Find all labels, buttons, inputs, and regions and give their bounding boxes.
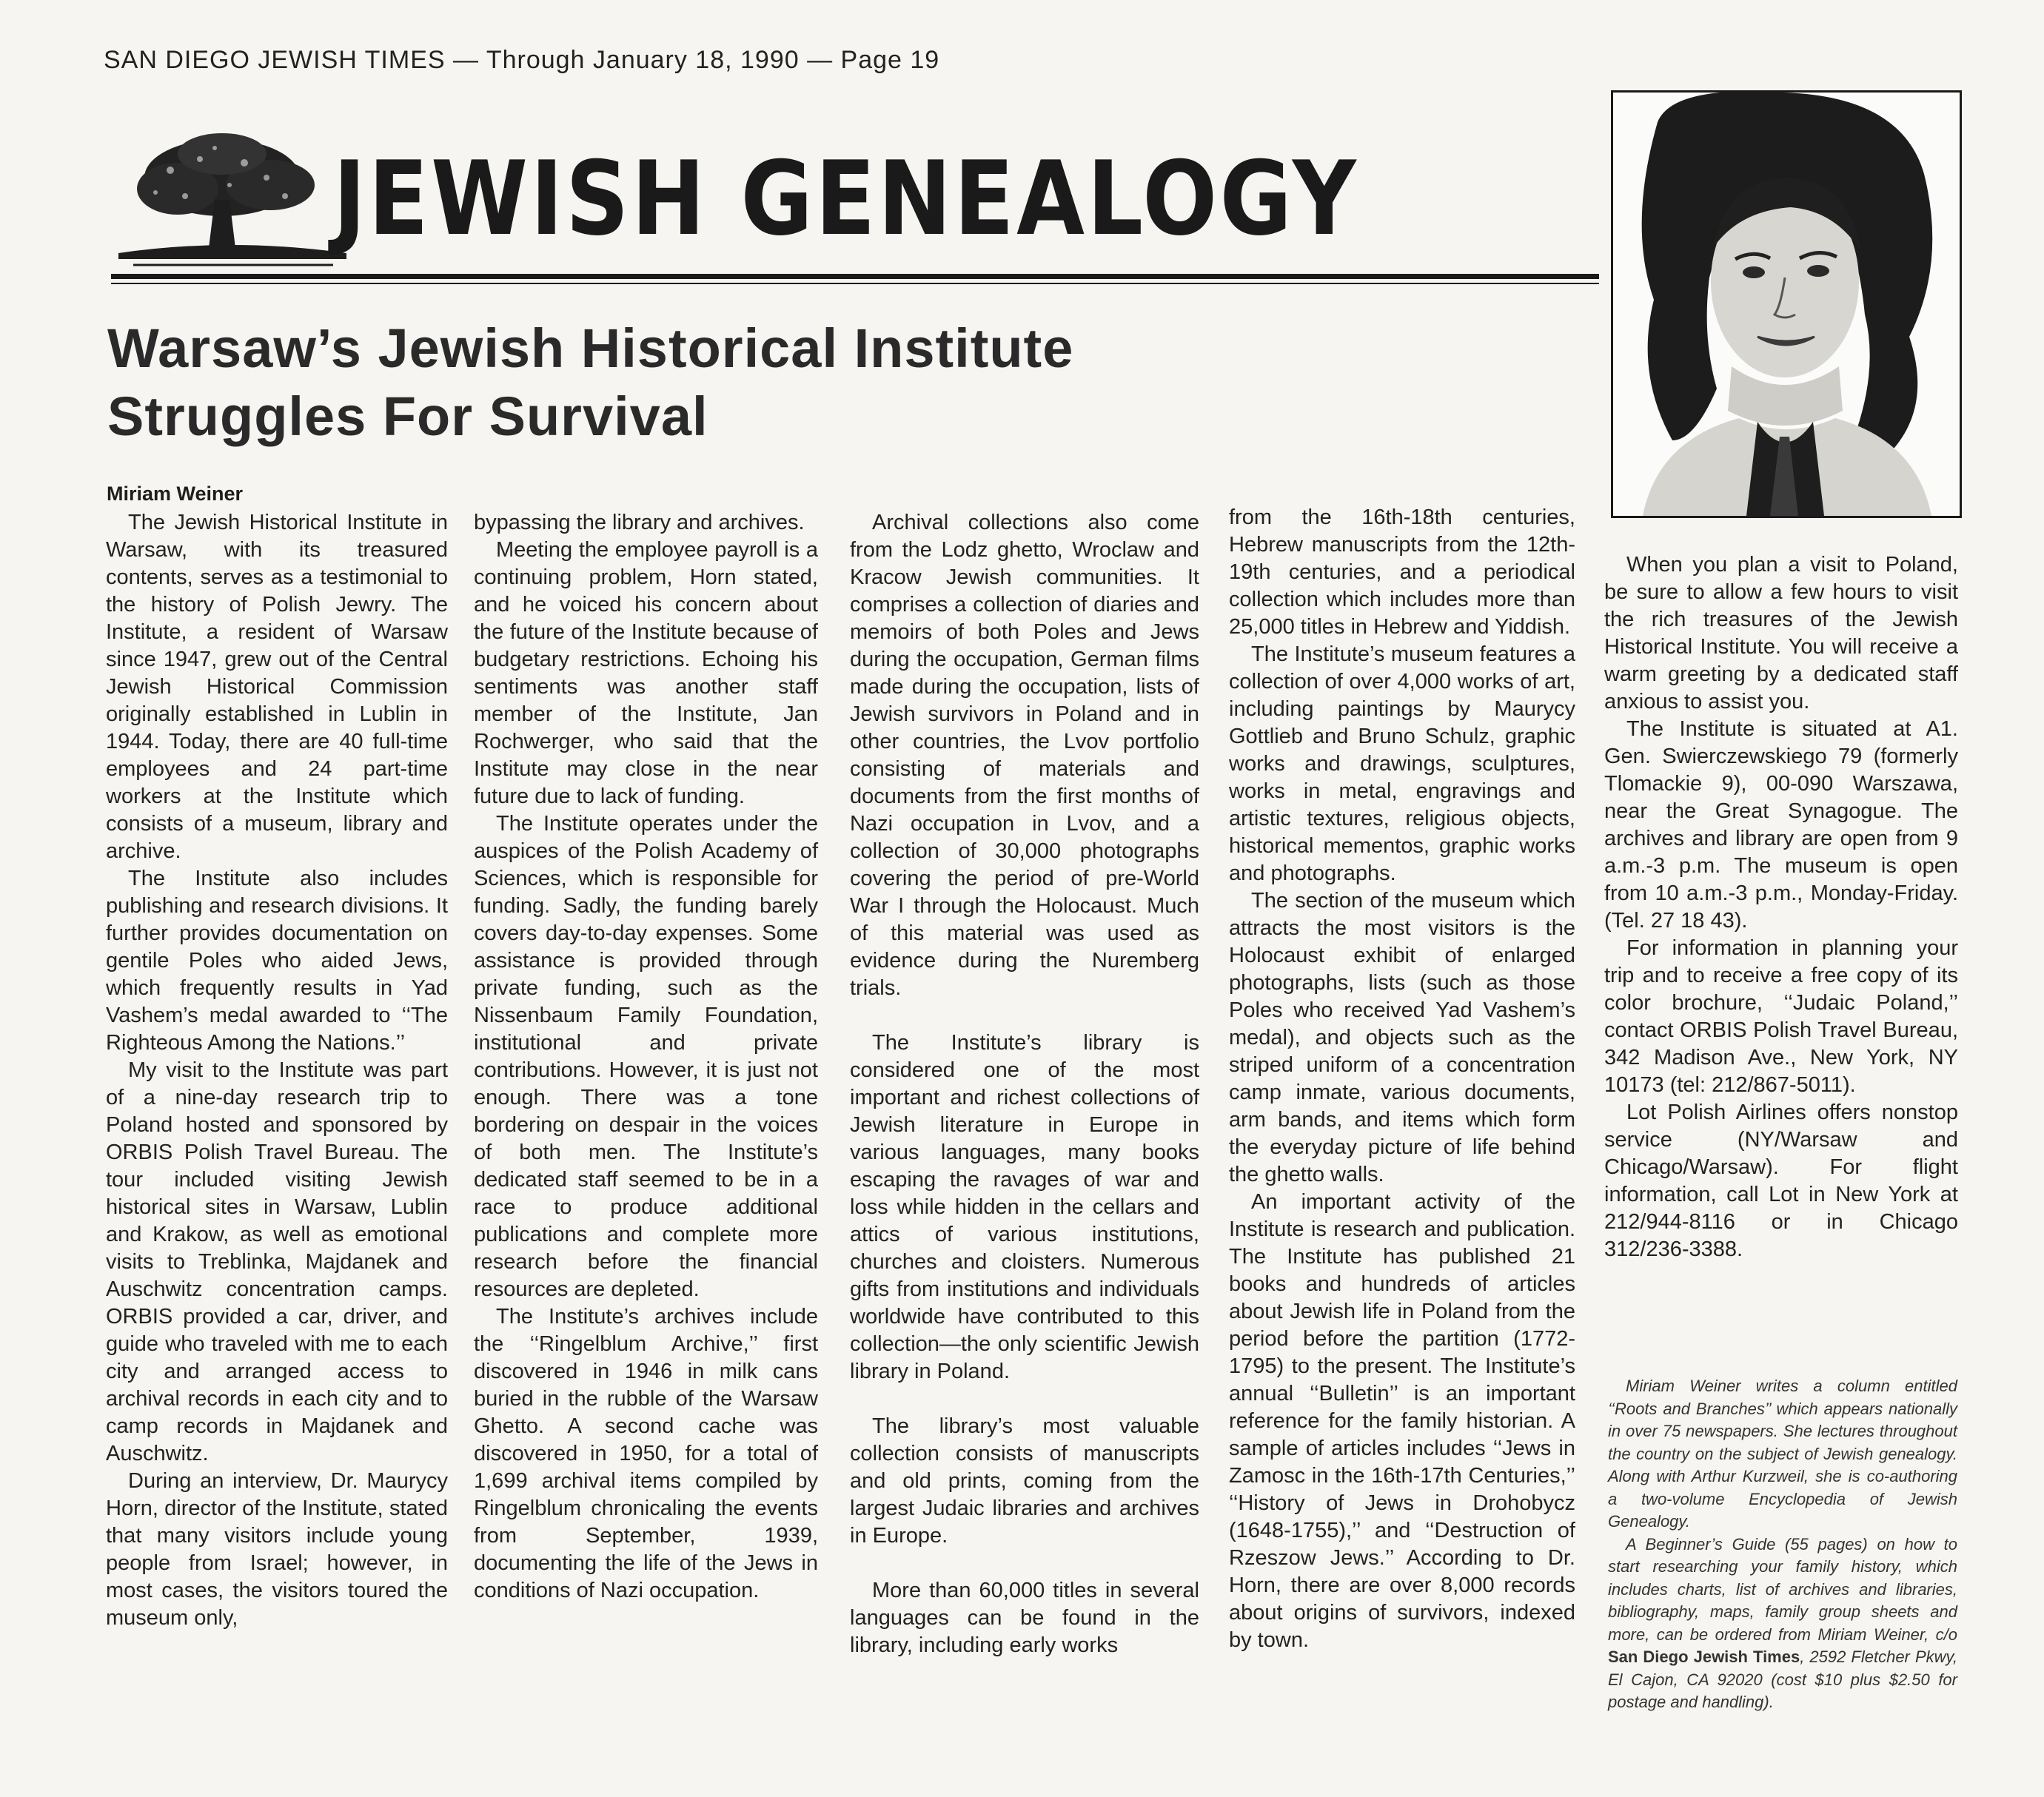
- byline: Miriam Weiner: [107, 483, 244, 505]
- paragraph: An important activity of the Institute is research and publication. The Institute has published 21 books and hundreds of articles about Jewish life in Poland from the period before the partition (1772-1795) to the present. The Institute’s annual ‘‘Bulletin’’ is an important reference for the family historian. A sample of articles includes ‘‘Jews in Zamosc in the 16th-17th Centuries,’’ ‘‘History of Jews in Drohobycz (1648-1755),’’ and ‘‘Destruction of Rzeszow Jews.’’ According to Dr. Horn, there are over 8,000 records about origins of survivors, indexed by town.: [1229, 1190, 1575, 1652]
- paragraph: bypassing the library and archives.: [474, 511, 805, 534]
- bio-paragraph: Miriam Weiner writes a column entitled ‘‘Roots and Branches’’ which appears nationally in over 75 newspapers. She lectures throughout the country on the subject of Jewish genealogy. Along with Arthur Kurzweil, she is co-authoring a two-volume Encyclopedia of Jewish Genealogy.: [1608, 1377, 1957, 1531]
- article-column-2: [474, 509, 818, 1686]
- author-bio: [1608, 1375, 1957, 1714]
- paragraph: Lot Polish Airlines offers nonstop service (NY/Warsaw and Chicago/Warsaw). For flight information, call Lot in New York at 212/944-8116 or in Chicago 312/236-3388.: [1604, 1101, 1958, 1261]
- headline-line-2: Struggles For Survival: [107, 386, 708, 447]
- portrait-photo: [1613, 93, 1960, 516]
- bio-text-end: , 2592 Fletcher Pkwy, El Cajon, CA 92020 (cost $10 plus $2.50 for postage and handling).: [1608, 1647, 1957, 1711]
- headline-line-1: Warsaw’s Jewish Historical Institute: [107, 318, 1074, 379]
- paragraph: More than 60,000 titles in several languages can be found in the library, including early works: [850, 1579, 1199, 1657]
- bio-text: A Beginner’s Guide (55 pages) on how to start researching your family history, which includes charts, list of archives and libraries, bibliography, maps, family group sheets and more, can be ordered from Miriam Weiner, c/o: [1608, 1534, 1957, 1644]
- paragraph: During an interview, Dr. Maurycy Horn, director of the Institute, stated that many visitors include young people from Israel; however, in most cases, the visitors toured the museum only,: [106, 1469, 448, 1630]
- tree-icon: [111, 126, 348, 274]
- page-header: SAN DIEGO JEWISH TIMES — Through January 18, 1990 — Page 19: [104, 46, 940, 74]
- paragraph: The Institute is situated at A1. Gen. Swierczewskiego 79 (formerly Tlomackie 9), 00-090 Warszawa, near the Great Synagogue. The archives and library are open from 9 a.m.-3 p.m. The museum is open from 10 a.m.-3 p.m., Monday-Friday. (Tel. 27 18 43).: [1604, 717, 1958, 933]
- paragraph: The Institute’s museum features a collection of over 4,000 works of art, including paintings by Maurycy Gottlieb and Bruno Schulz, graphic works and drawings, sculptures, works in metal, engravings and artistic textures, religious objects, historical mementos, graphic works and photographs.: [1229, 642, 1575, 885]
- paragraph: The Jewish Historical Institute in Warsaw, with its treasured contents, serves as a testimonial to the history of Polish Jewry. The Institute, a resident of Warsaw since 1947, grew out of the Central Jewish Historical Commission originally established in Lublin in 1944. Today, there are 40 full-time employees and 24 part-time workers at the Institute which consists of a museum, library and archive.: [106, 511, 448, 863]
- paragraph: The Institute operates under the auspices of the Polish Academy of Sciences, which is responsible for funding. Sadly, the funding barely covers day-to-day expenses. Some assistance is provided through private funding, such as the Nissenbaum Family Foundation, institutional and private contributions. However, it is just not enough. There was a tone bordering on despair in the voices of both men. The Institute’s dedicated staff seemed to be in a race to produce additional publications and complete more research before the financial resources are depleted.: [474, 812, 818, 1301]
- paragraph: The Institute also includes publishing and research divisions. It further provides documentation on gentile Poles who aided Jews, which frequently results in Yad Vashem’s medal awarded to ‘‘The Righteous Among the Nations.’’: [106, 867, 448, 1055]
- paragraph: The library’s most valuable collection consists of manuscripts and old prints, coming from the largest Judaic libraries and archives in Europe.: [850, 1414, 1199, 1548]
- masthead-title: JEWISH GENEALOGY: [333, 139, 1359, 258]
- paragraph: The Institute’s library is considered one of the most important and richest collections of Jewish literature in Europe in various languages, many books escaping the ravages of war and loss while hidden in the cellars and attics of various institutions, churches and cloisters. Numerous gifts from institutions and individuals worldwide have contributed to this collection—the only scientific Jewish library in Poland.: [850, 1031, 1199, 1383]
- paragraph: from the 16th-18th centuries, Hebrew manuscripts from the 12th-19th centuries, and a periodical collection which includes more than 25,000 titles in Hebrew and Yiddish.: [1229, 505, 1575, 639]
- paragraph: For information in planning your trip and to receive a free copy of its color brochure, ‘‘Judaic Poland,’’ contact ORBIS Polish Travel Bureau, 342 Madison Ave., New York, NY 10173 (tel: 212/867-5011).: [1604, 936, 1958, 1097]
- bio-paragraph-2: [1608, 1534, 1957, 1714]
- article-headline: [107, 315, 1073, 451]
- bio-publication: San Diego Jewish Times: [1608, 1647, 1800, 1666]
- paragraph: The section of the museum which attracts the most visitors is the Holocaust exhibit of enlarged photographs, lists (such as those Poles who received Yad Vashem’s medal), and objects such as the striped uniform of a concentration camp inmate, various documents, arm bands, and items which form the everyday picture of life behind the ghetto walls.: [1229, 889, 1575, 1186]
- paragraph: My visit to the Institute was part of a nine-day research trip to Poland hosted and sponsored by ORBIS Polish Travel Bureau. The tour included visiting Jewish historical sites in Warsaw, Lublin and Krakow, as well as emotional visits to Treblinka, Majdanek and Auschwitz concentration camps. ORBIS provided a car, driver, and guide who traveled with me to each city and arranged access to archival records in each city and to camp records in Majdanek and Auschwitz.: [106, 1058, 448, 1465]
- article-column-3: [850, 509, 1199, 1686]
- masthead-rule: [111, 274, 1599, 279]
- article-column-4: [1229, 504, 1575, 1774]
- article-column-5: [1604, 551, 1958, 1358]
- paragraph: Meeting the employee payroll is a continuing problem, Horn stated, and he voiced his concern about the future of the Institute because of budgetary restrictions. Echoing his sentiments was another staff member of the Institute, Jan Rochwerger, who said that the Institute may close in the near future due to lack of funding.: [474, 538, 818, 808]
- paragraph: The Institute’s archives include the ‘‘Ringelblum Archive,’’ first discovered in 1946 in milk cans buried in the rubble of the Warsaw Ghetto. A second cache was discovered in 1950, for a total of 1,699 archival items compiled by Ringelblum chronicaling the events from September, 1939, documenting the life of the Jews in conditions of Nazi occupation.: [474, 1305, 818, 1602]
- author-photo: [1611, 90, 1962, 518]
- paragraph: Archival collections also come from the Lodz ghetto, Wroclaw and Kracow Jewish communities. It comprises a collection of diaries and memoirs of both Poles and Jews during the occupation, German films made during the occupation, lists of Jewish survivors in Poland and in other countries, the Lvov portfolio consisting of materials and documents from the first months of Nazi occupation in Lvov, and a collection of 30,000 photographs covering the period of pre-World War I through the Holocaust. Much of this material was used as evidence during the Nuremberg trials.: [850, 511, 1199, 1000]
- paragraph: When you plan a visit to Poland, be sure to allow a few hours to visit the rich treasures of the Jewish Historical Institute. You will receive a warm greeting by a dedicated staff anxious to assist you.: [1604, 553, 1958, 713]
- masthead-rule-thin: [111, 283, 1599, 284]
- page-bottom-fade: [1229, 1750, 1969, 1780]
- article-column-1: [106, 509, 448, 1686]
